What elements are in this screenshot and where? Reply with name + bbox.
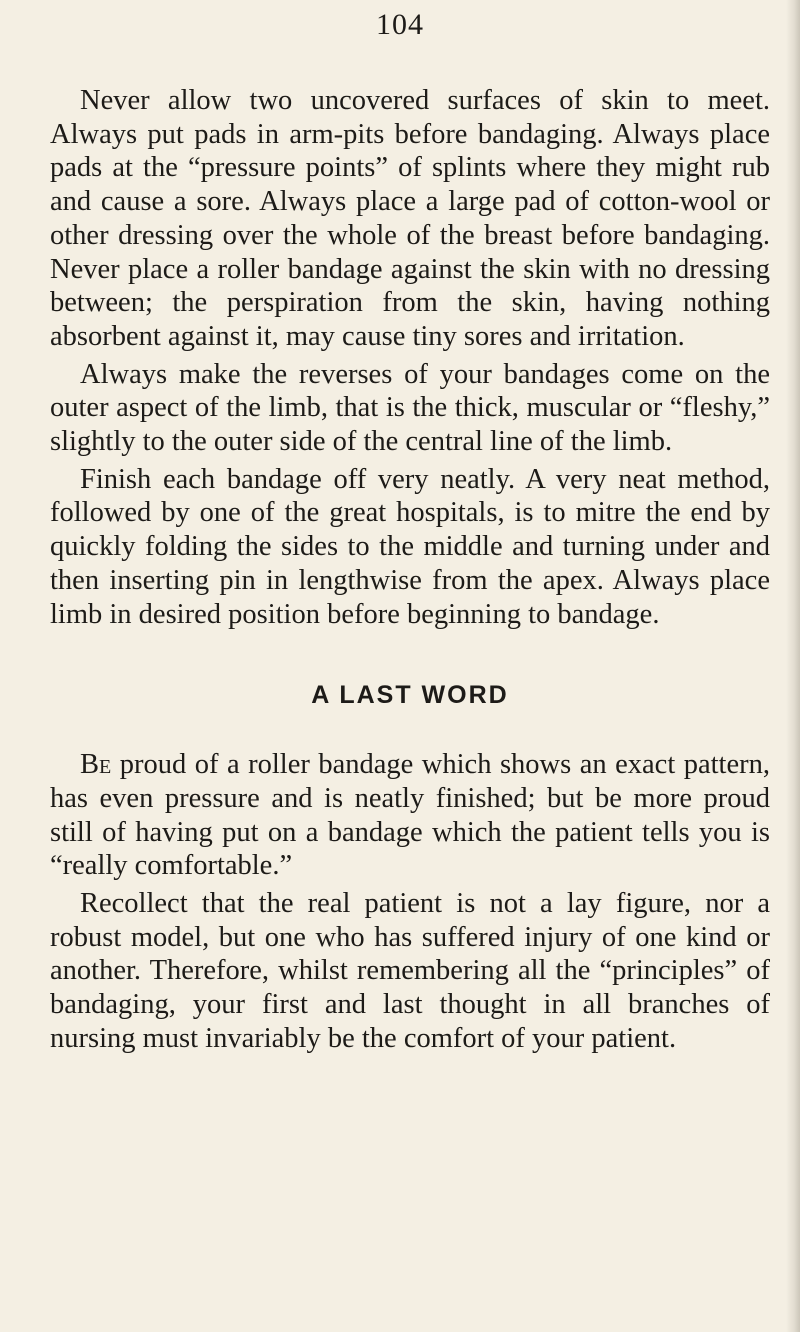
section-heading: A LAST WORD	[311, 681, 509, 710]
paragraph-finishing: Finish each bandage off very neatly. A very neat method, followed by one of the great hospitals, is to mitre the end by quickly folding the sides to the middle and turning under and then inserting pin in lengthwise from the apex. Always place limb in desired position before beginning to bandage.	[50, 463, 770, 630]
paragraph-be-proud-text: proud of a roller bandage which shows an exact pattern, has even pressure and is neatly finished; but be more proud still of having put on a bandage which the patient tells you is “really comfortable.”	[50, 749, 770, 882]
paragraph-lead-word: Be	[80, 749, 112, 781]
paragraph-recollect: Recollect that the real patient is not a lay figure, nor a robust model, but one who has suffered injury of one kind or another. Therefore, whilst remembering all the “principles” of bandaging, your first and last thought in all branches of nursing must invariably be the comfort of your patient.	[50, 888, 770, 1054]
paragraph-reverses: Always make the reverses of your bandages come on the outer aspect of the limb, that is the thick, muscular or “fleshy,” slightly to the outer side of the central line of the limb.	[50, 358, 770, 458]
body-text	[50, 84, 770, 1056]
paragraph-pads-and-dressings: Never allow two uncovered surfaces of skin to meet. Always put pads in arm-pits before bandaging. Always place pads at the “pressure points” of splints where they might rub and cause a sore. Always place a large pad of cotton-wool or other dressing over the whole of the breast before bandaging. Never place a roller bandage against the skin with no dressing between; the perspiration from the skin, having nothing absorbent against it, may cause tiny sores and irritation.	[50, 85, 770, 352]
paragraph-be-proud	[50, 748, 770, 883]
page-edge-shadow	[786, 0, 800, 1332]
page-number: 104	[376, 8, 424, 41]
